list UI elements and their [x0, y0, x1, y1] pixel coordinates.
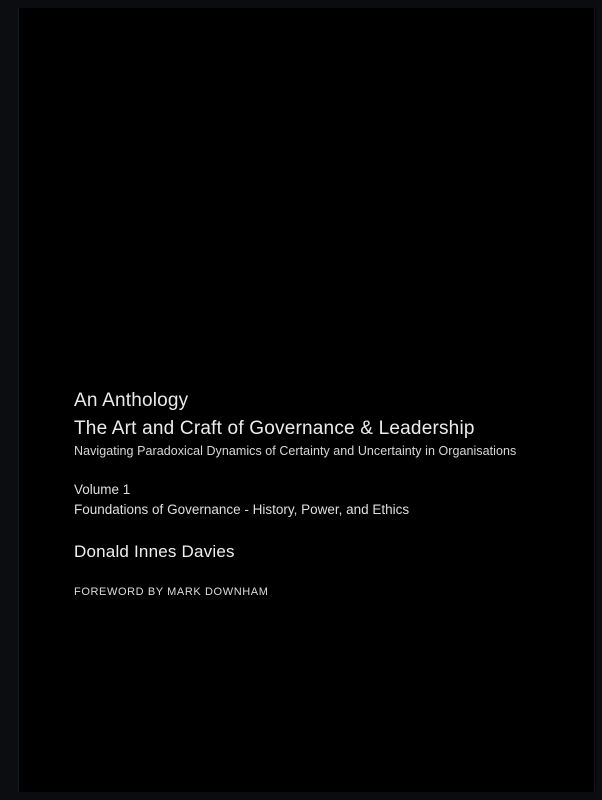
cover-title-line-1: An Anthology — [74, 390, 189, 411]
cover-foreword-credit: FOREWORD BY MARK DOWNHAM — [74, 586, 269, 598]
page-edge-left — [0, 0, 18, 800]
cover-title-line-2: The Art and Craft of Governance & Leadership — [74, 418, 475, 439]
cover-volume-title: Foundations of Governance - History, Power, and Ethics — [74, 502, 410, 517]
page-edge-top — [0, 0, 602, 8]
page-hairline-right — [594, 8, 595, 792]
cover-subtitle: Navigating Paradoxical Dynamics of Certainty and Uncertainty in Organisations — [74, 444, 517, 458]
page-edge-right — [596, 0, 602, 800]
cover-volume-label: Volume 1 — [74, 482, 131, 497]
cover-author: Donald Innes Davies — [74, 542, 235, 561]
